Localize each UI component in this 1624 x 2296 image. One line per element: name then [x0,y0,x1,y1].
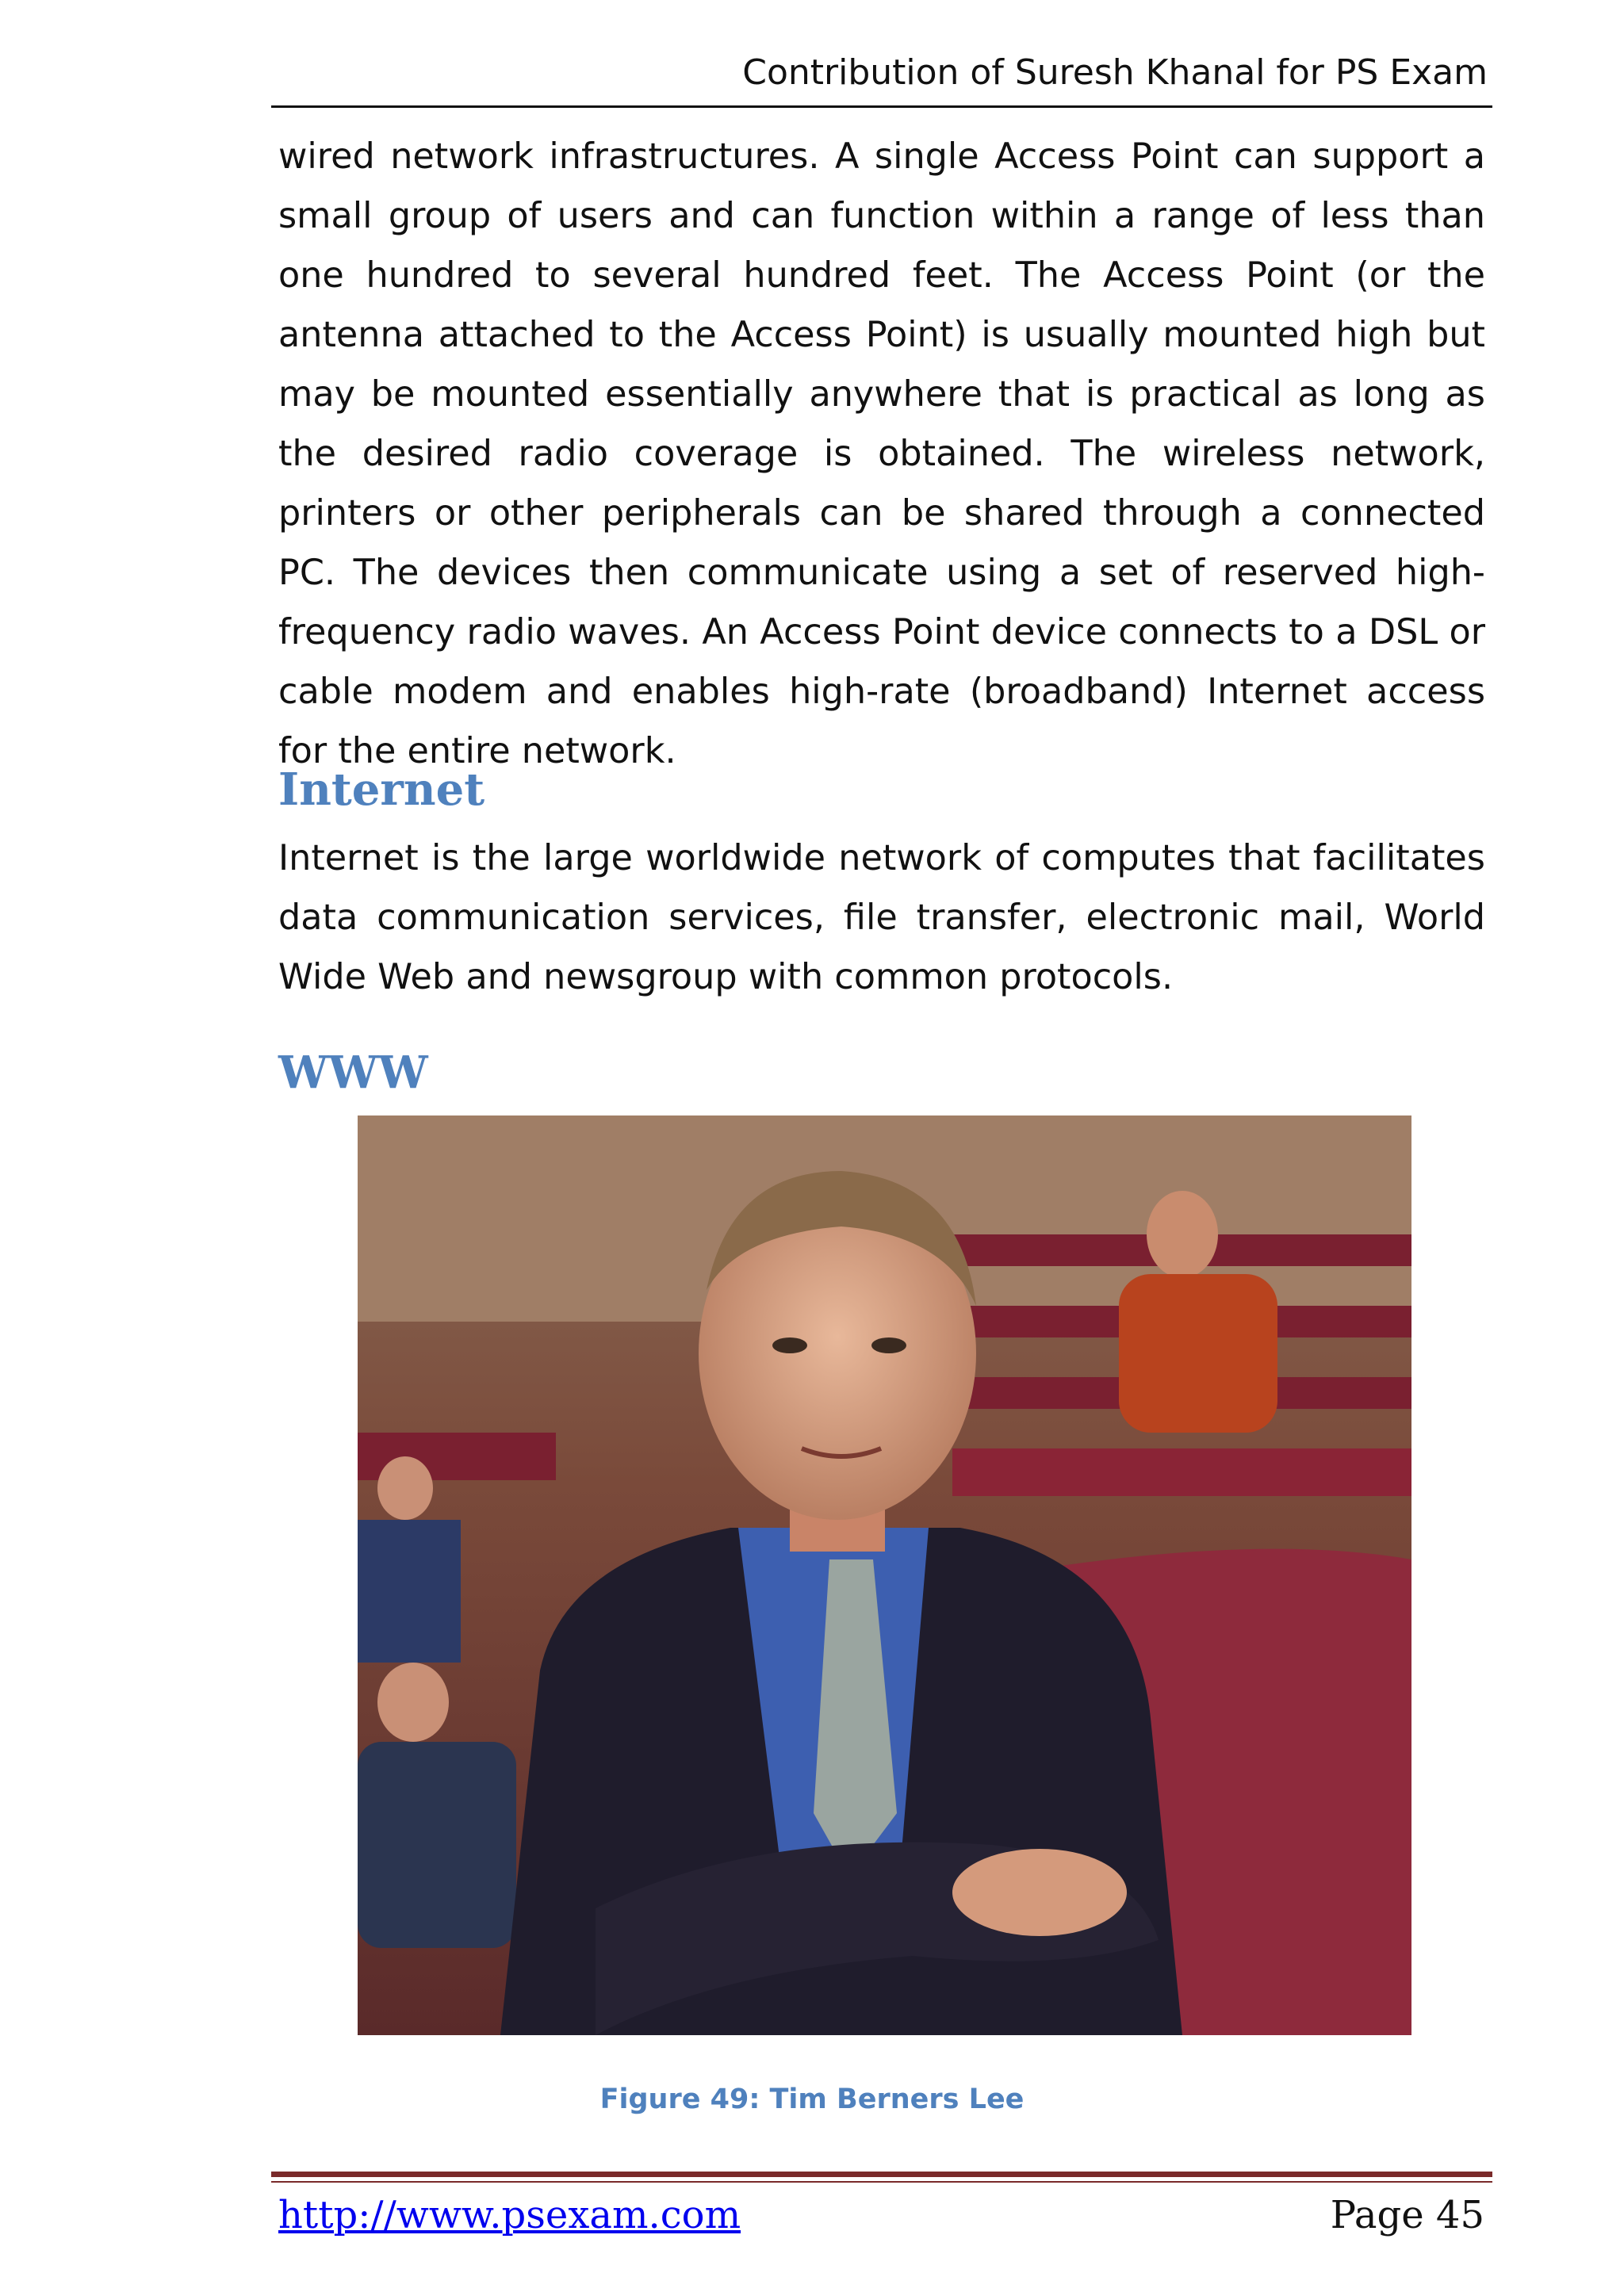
internet-paragraph: Internet is the large worldwide network of computes that facilitates data communication services, file transfer, electronic mail, World Wide Web and newsgroup with common protocols. [278,838,1485,997]
footer-rule [271,2172,1492,2177]
heading-www: WWW [278,1047,428,1099]
running-header: Contribution of Suresh Khanal for PS Exam [742,52,1488,93]
portrait-photo [358,1115,1411,2035]
heading-internet: Internet [278,763,485,816]
footer-rule-thin [271,2181,1492,2183]
footer-website-link[interactable]: http://www.psexam.com [278,2193,741,2237]
intro-paragraph: wired network infrastructures. A single Access Point can support a small group of users and can function within a range of less than one hundred to several hundred feet. The Access Point (or the antenna attached to the Access Point) is usually mounted high but may be mounted essentially anywhere that is practical as long as the desired radio coverage is obtained. The wireless network, printers or other peripherals can be shared through a connected PC. The devices then communicate using a set of reserved high-frequency radio waves. An Access Point device connects to a DSL or cable modem and enables high-rate (broadband) Internet access for the entire network. [278,136,1485,771]
header-rule [271,105,1492,108]
page-number: Page 45 [1330,2193,1484,2237]
figure-caption: Figure 49: Tim Berners Lee [599,2084,1025,2115]
